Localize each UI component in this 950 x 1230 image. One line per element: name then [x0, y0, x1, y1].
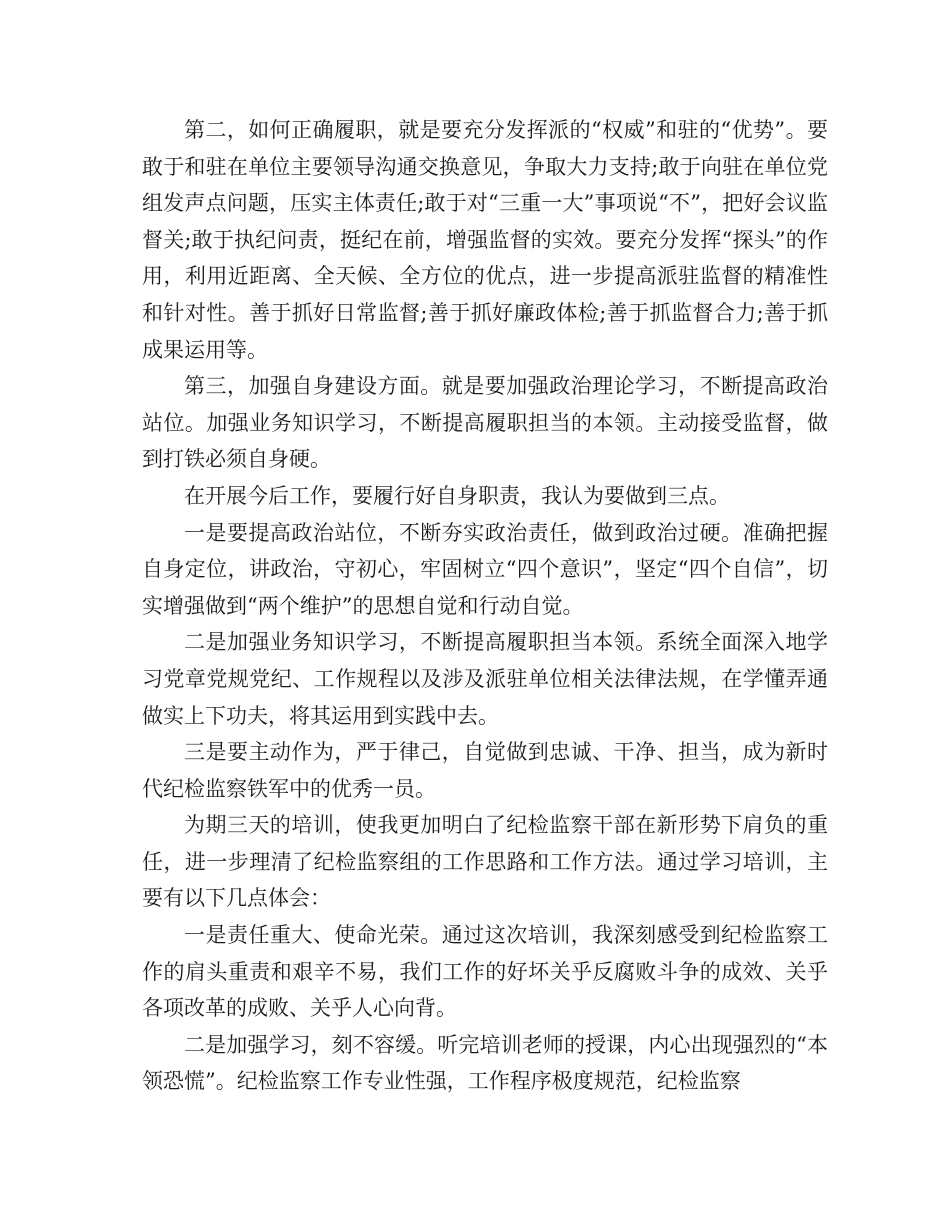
paragraph-1: 第二，如何正确履职，就是要充分发挥派的“权威”和驻的“优势”。要敢于和驻在单位主要领导沟通交换意见，争取大力支持;敢于向驻在单位党组发声点问题，压实主体责任;敢于对“三重一大”事项说“不”，把好会议监督关;敢于执纪问责，挺纪在前，增强监督的实效。要充分发挥“探头”的作用，利用近距离、全天候、全方位的优点，进一步提高派驻监督的精准性和针对性。善于抓好日常监督;善于抓好廉政体检;善于抓监督合力;善于抓成果运用等。 — [142, 118, 828, 362]
paragraph-8: 一是责任重大、使命光荣。通过这次培训，我深刻感受到纪检监察工作的肩头重责和艰辛不易，我们工作的好坏关乎反腐败斗争的成效、关乎各项改革的成败、关乎人心向背。 — [142, 923, 828, 1021]
paragraph-6: 三是要主动作为，严于律己，自觉做到忠诚、干净、担当，成为新时代纪检监察铁军中的优秀一员。 — [142, 740, 828, 801]
paragraph-5: 二是加强业务知识学习，不断提高履职担当本领。系统全面深入地学习党章党规党纪、工作规程以及涉及派驻单位相关法律法规，在学懂弄通做实上下功夫，将其运用到实践中去。 — [142, 630, 828, 728]
document-body — [142, 112, 828, 1100]
paragraph-9: 二是加强学习，刻不容缓。听完培训老师的授课，内心出现强烈的“本领恐慌”。纪检监察工作专业性强，工作程序极度规范，纪检监察 — [142, 1032, 828, 1094]
paragraph-2: 第三，加强自身建设方面。就是要加强政治理论学习，不断提高政治站位。加强业务知识学习，不断提高履职担当的本领。主动接受监督，做到打铁必须自身硬。 — [142, 374, 828, 472]
paragraph-3: 在开展今后工作，要履行好自身职责，我认为要做到三点。 — [184, 483, 730, 508]
paragraph-7: 为期三天的培训，使我更加明白了纪检监察干部在新形势下肩负的重任，进一步理清了纪检监察组的工作思路和工作方法。通过学习培训，主要有以下几点体会： — [142, 813, 828, 911]
paragraph-4: 一是要提高政治站位，不断夯实政治责任，做到政治过硬。准确把握自身定位，讲政治，守初心，牢固树立“四个意识”，坚定“四个自信”，切实增强做到“两个维护”的思想自觉和行动自觉。 — [142, 520, 828, 618]
